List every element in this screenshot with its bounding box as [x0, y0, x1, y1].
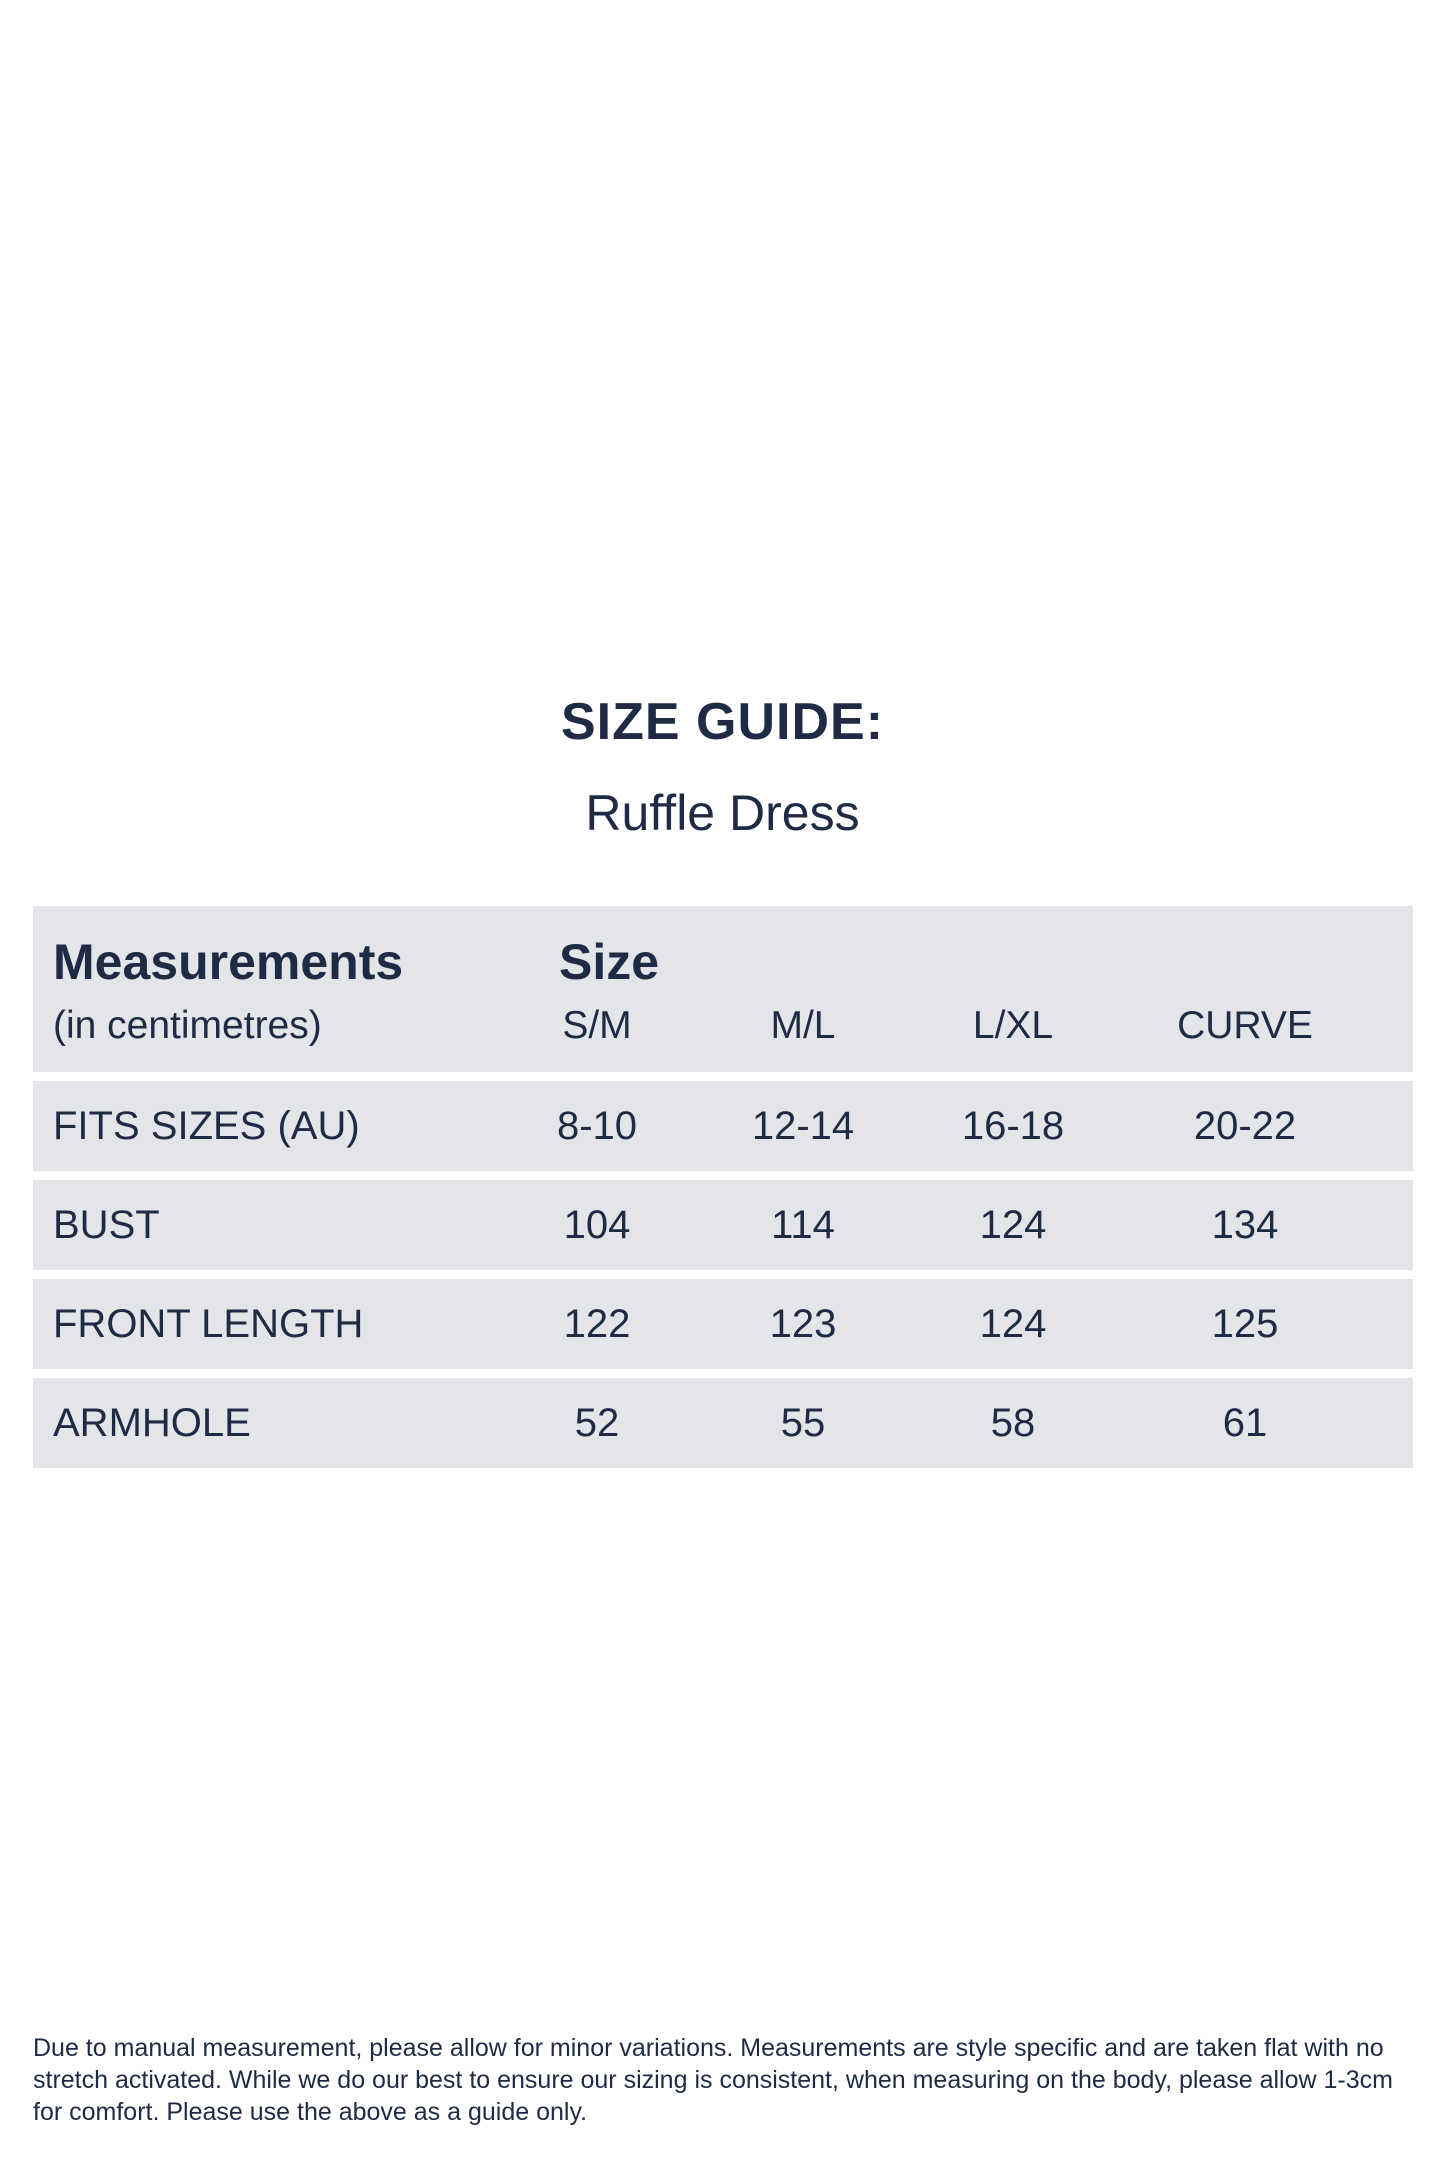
product-name: Ruffle Dress [585, 785, 860, 841]
disclaimer-text: Due to manual measurement, please allow for minor variations. Measurements are style specific and are taken flat with no stretch activated. While we do our best to ensure our sizing is consistent, when measuring on the body, please allow 1-3cm for comfort. Please use the above as a guide only. [33, 2034, 1393, 2126]
table-cell: 124 [979, 1203, 1047, 1247]
table-cell: 123 [769, 1302, 837, 1346]
table-header-row [33, 906, 1413, 1072]
size-column-header: L/XL [972, 1004, 1054, 1047]
table-cell: 61 [1222, 1401, 1268, 1445]
table-row [33, 1180, 1413, 1270]
size-column-header: CURVE [1177, 1004, 1313, 1047]
table-cell: 12-14 [751, 1104, 855, 1148]
size-guide-table [33, 906, 1413, 1468]
measurements-unit: (in centimetres) [53, 1004, 322, 1047]
table-cell: 8-10 [556, 1104, 638, 1148]
table-cell: 124 [979, 1302, 1047, 1346]
size-heading: Size [559, 934, 660, 990]
table-cell: 55 [780, 1401, 826, 1445]
table-row [33, 1279, 1413, 1369]
table-cell: 114 [771, 1203, 835, 1247]
table-cell: 58 [990, 1401, 1036, 1445]
table-cell: 125 [1211, 1302, 1279, 1346]
row-label: FRONT LENGTH [53, 1302, 364, 1346]
table-cell: 52 [574, 1401, 620, 1445]
table-cell: 20-22 [1193, 1104, 1297, 1148]
measurements-heading: Measurements [53, 934, 404, 990]
row-label: FITS SIZES (AU) [53, 1104, 360, 1148]
row-label: ARMHOLE [53, 1401, 251, 1445]
table-row [33, 1081, 1413, 1171]
table-cell: 122 [563, 1302, 631, 1346]
size-column-header: S/M [562, 1004, 632, 1047]
row-label: BUST [53, 1203, 160, 1247]
page-title: SIZE GUIDE: [560, 693, 885, 751]
table-cell: 16-18 [961, 1104, 1065, 1148]
table-cell: 104 [563, 1203, 631, 1247]
size-column-header: M/L [770, 1004, 836, 1047]
table-row [33, 1378, 1413, 1468]
table-cell: 134 [1211, 1203, 1279, 1247]
